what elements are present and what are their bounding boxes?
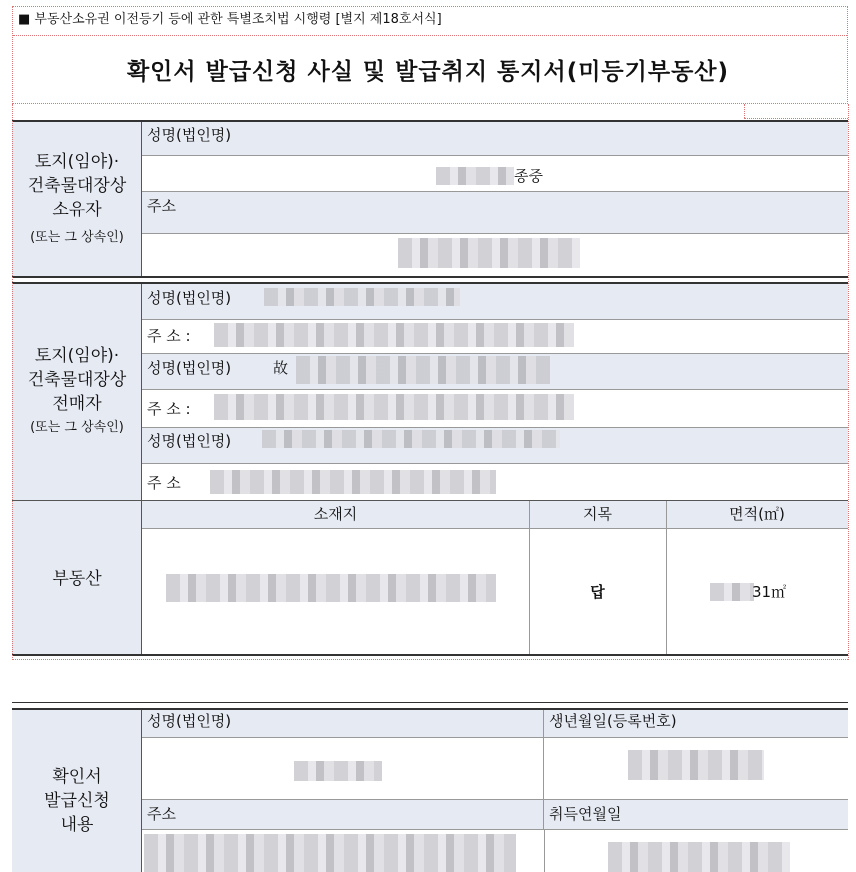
application-label-line-2: 발급신청 <box>44 791 110 811</box>
owner-name-value: 종중 <box>514 167 543 185</box>
redacted-seller-address <box>214 394 574 420</box>
redacted-property-location <box>166 574 496 602</box>
seller-deceased-prefix: 故 <box>273 359 289 377</box>
seller-row <box>142 284 848 320</box>
page-edge-left <box>12 104 13 660</box>
document-title: 확인서 발급신청 사실 및 발급취지 통지서(미등기부동산) <box>126 59 730 85</box>
seller-label-line-1: 토지(임야)· <box>34 346 120 366</box>
redacted-seller-name <box>296 356 550 384</box>
application-acq-label: 취득연월일 <box>549 805 622 823</box>
property-area-value: 31㎡ <box>752 583 787 601</box>
seller-row-label: 주 소 : <box>147 400 191 418</box>
header-tab-line-h <box>744 118 848 119</box>
owner-addr-label: 주소 <box>147 197 176 215</box>
seller-row-label: 성명(법인명) <box>147 289 232 307</box>
property-label: 부동산 <box>52 569 102 589</box>
owner-label-cell <box>12 122 142 276</box>
redacted-owner-name <box>436 167 514 185</box>
redacted-owner-address <box>398 238 580 268</box>
redacted-applicant-birth <box>628 750 764 780</box>
application-label-line-3: 내용 <box>60 815 94 835</box>
page-edge-dotted <box>12 659 848 660</box>
col-header-area: 면적(㎡) <box>729 505 785 523</box>
col-header-category: 지목 <box>583 505 612 523</box>
property-col-divider-1 <box>529 501 530 654</box>
property-col-divider-2 <box>666 501 667 654</box>
seller-label-line-2: 건축물대장상 <box>27 370 127 390</box>
form-reference-note: ■ 부동산소유권 이전등기 등에 관한 특별조치법 시행령 [별지 제18호서식] <box>18 12 442 27</box>
seller-row-label: 성명(법인명) <box>147 432 232 450</box>
seller-label-line-3: 전매자 <box>52 394 102 414</box>
header-divider <box>13 35 847 36</box>
application-col-divider <box>544 830 545 872</box>
owner-label-line-2: 건축물대장상 <box>27 176 127 196</box>
redacted-applicant-name <box>294 761 382 781</box>
seller-row-label: 주 소 : <box>147 327 191 345</box>
seller-sublabel: (또는 그 상속인) <box>30 420 124 435</box>
redacted-acquisition-date <box>608 842 790 872</box>
property-category-value: 답 <box>590 583 605 601</box>
owner-label-line-1: 토지(임야)· <box>34 152 120 172</box>
seller-label-cell <box>12 284 142 500</box>
redacted-seller-name <box>262 430 560 448</box>
header-tab-line <box>744 104 745 118</box>
redacted-seller-address <box>214 323 574 347</box>
redacted-property-area <box>710 583 754 601</box>
page-edge-right <box>848 104 849 660</box>
owner-label-line-3: 소유자 <box>52 200 102 220</box>
seller-row-label: 주 소 <box>147 474 181 492</box>
owner-sublabel: (또는 그 상속인) <box>30 230 124 245</box>
owner-name-label: 성명(법인명) <box>147 126 232 144</box>
application-addr-label-cell <box>142 800 544 830</box>
owner-name-label-cell <box>142 122 848 156</box>
redacted-seller-address <box>210 470 496 494</box>
redacted-applicant-address <box>144 834 516 872</box>
col-header-location: 소재지 <box>313 505 358 523</box>
redacted-seller-name <box>264 288 460 306</box>
owner-addr-label-cell <box>142 192 848 234</box>
application-birth-label: 생년월일(등록번호) <box>549 712 677 730</box>
application-addr-label: 주소 <box>147 805 176 823</box>
application-name-label: 성명(법인명) <box>147 712 232 730</box>
seller-row-label: 성명(법인명) <box>147 359 232 377</box>
application-label-line-1: 확인서 <box>52 767 102 787</box>
